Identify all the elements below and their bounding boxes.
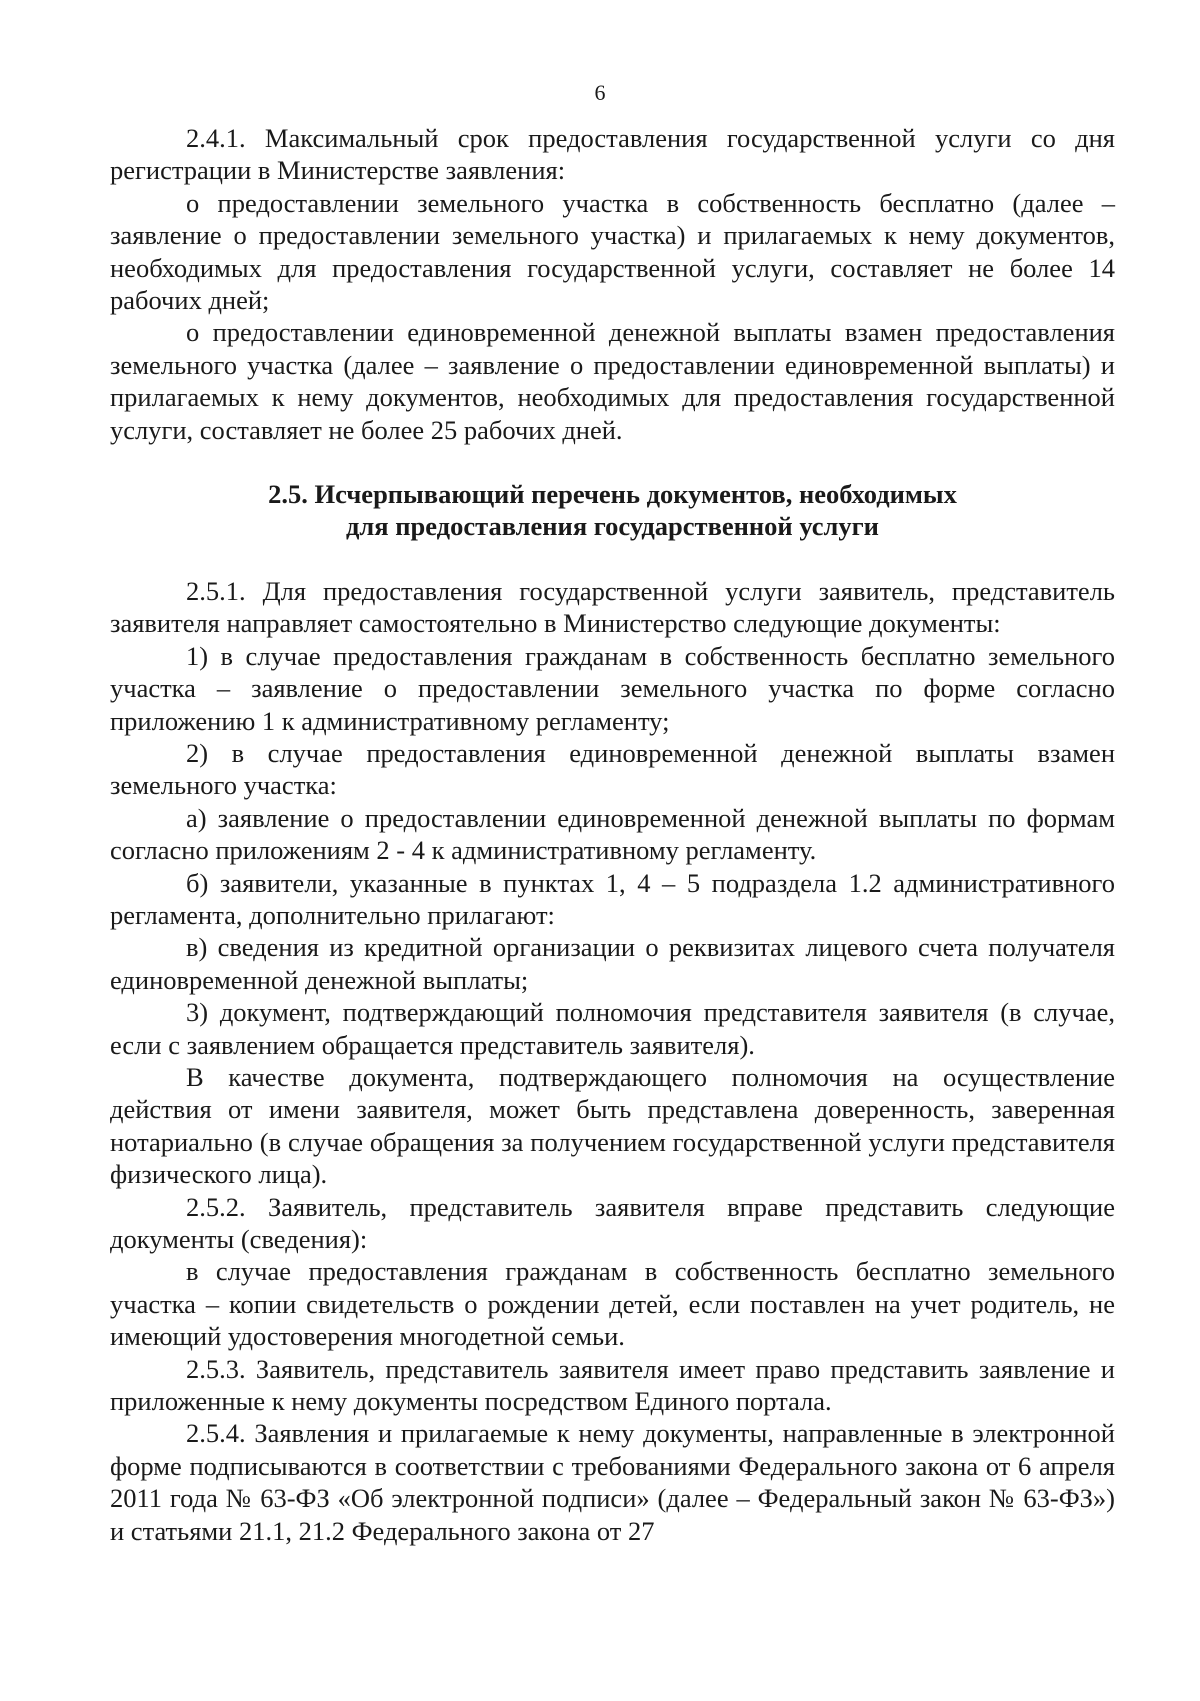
section-2-5 bbox=[110, 575, 1115, 1547]
paragraph-power-of-attorney: В качестве документа, подтверждающего полномочия на осуществление действия от имени заявителя, может быть представлена доверенность, заверенная нотариально (в случае обращения за получением государственной услуги представителя физического лица). bbox=[110, 1061, 1115, 1190]
page-number: 6 bbox=[594, 80, 606, 105]
paragraph-payment-term: о предоставлении единовременной денежной выплаты взамен предоставления земельного участка (далее – заявление о предоставлении единовременной выплаты) и прилагаемых к нему документов, необходимых для предоставления государственной услуги, составляет не более 25 рабочих дней. bbox=[110, 317, 1115, 445]
paragraph-item-2b: б) заявители, указанные в пунктах 1, 4 – 5 подраздела 1.2 административного регламента, дополнительно прилагают: bbox=[110, 867, 1115, 930]
heading-line-2: для предоставления государственной услуги bbox=[346, 511, 879, 542]
paragraph-2-5-4: 2.5.4. Заявления и прилагаемые к нему документы, направленные в электронной форме подписываются в соответствии с требованиями Федерального закона от 6 апреля 2011 года № 63-ФЗ «Об электронной подписи» (далее – Федеральный закон № 63-ФЗ») и статьями 21.1, 21.2 Федерального закона от 27 bbox=[110, 1418, 1115, 1546]
paragraph-item-2: 2) в случае предоставления единовременной денежной выплаты взамен земельного участка: bbox=[110, 737, 1115, 801]
paragraph-2-5-1: 2.5.1. Для предоставления государственной услуги заявитель, представитель заявителя направляет самостоятельно в Министерство следующие документы: bbox=[110, 575, 1115, 639]
paragraph-birth-certificates: в случае предоставления гражданам в собственность бесплатно земельного участка – копии свидетельств о рождении детей, если поставлен на учет родитель, не имеющий удостоверения многодетной семьи. bbox=[110, 1256, 1115, 1352]
paragraph-item-1: 1) в случае предоставления гражданам в собственность бесплатно земельного участка – заявление о предоставлении земельного участка по форме согласно приложению 1 к административному регламенту; bbox=[110, 640, 1115, 736]
paragraph-item-2a: а) заявление о предоставлении единовременной денежной выплаты по формам согласно приложениям 2 - 4 к административному регламенту. bbox=[110, 802, 1115, 866]
document-body bbox=[110, 122, 1115, 1547]
section-2-4-1 bbox=[110, 122, 1115, 446]
paragraph-2-5-3: 2.5.3. Заявитель, представитель заявителя имеет право представить заявление и приложенные к нему документы посредством Единого портала. bbox=[110, 1353, 1115, 1417]
paragraph-item-2v: в) сведения из кредитной организации о реквизитах лицевого счета получателя единовременной денежной выплаты; bbox=[110, 932, 1115, 995]
paragraph-item-3: 3) документ, подтверждающий полномочия представителя заявителя (в случае, если с заявлением обращается представитель заявителя). bbox=[110, 997, 1115, 1060]
paragraph-2-4-1: 2.4.1. Максимальный срок предоставления государственной услуги со дня регистрации в Министерстве заявления: bbox=[110, 123, 1115, 186]
paragraph-2-5-2: 2.5.2. Заявитель, представитель заявителя вправе представить следующие документы (сведения): bbox=[110, 1191, 1115, 1254]
section-heading-2-5 bbox=[110, 478, 1115, 543]
heading-line-1: 2.5. Исчерпывающий перечень документов, необходимых bbox=[268, 479, 957, 510]
paragraph-land-plot-term: о предоставлении земельного участка в собственность бесплатно (далее – заявление о предоставлении земельного участка) и прилагаемых к нему документов, необходимых для предоставления государственной услуги, составляет не более 14 рабочих дней; bbox=[110, 187, 1115, 316]
